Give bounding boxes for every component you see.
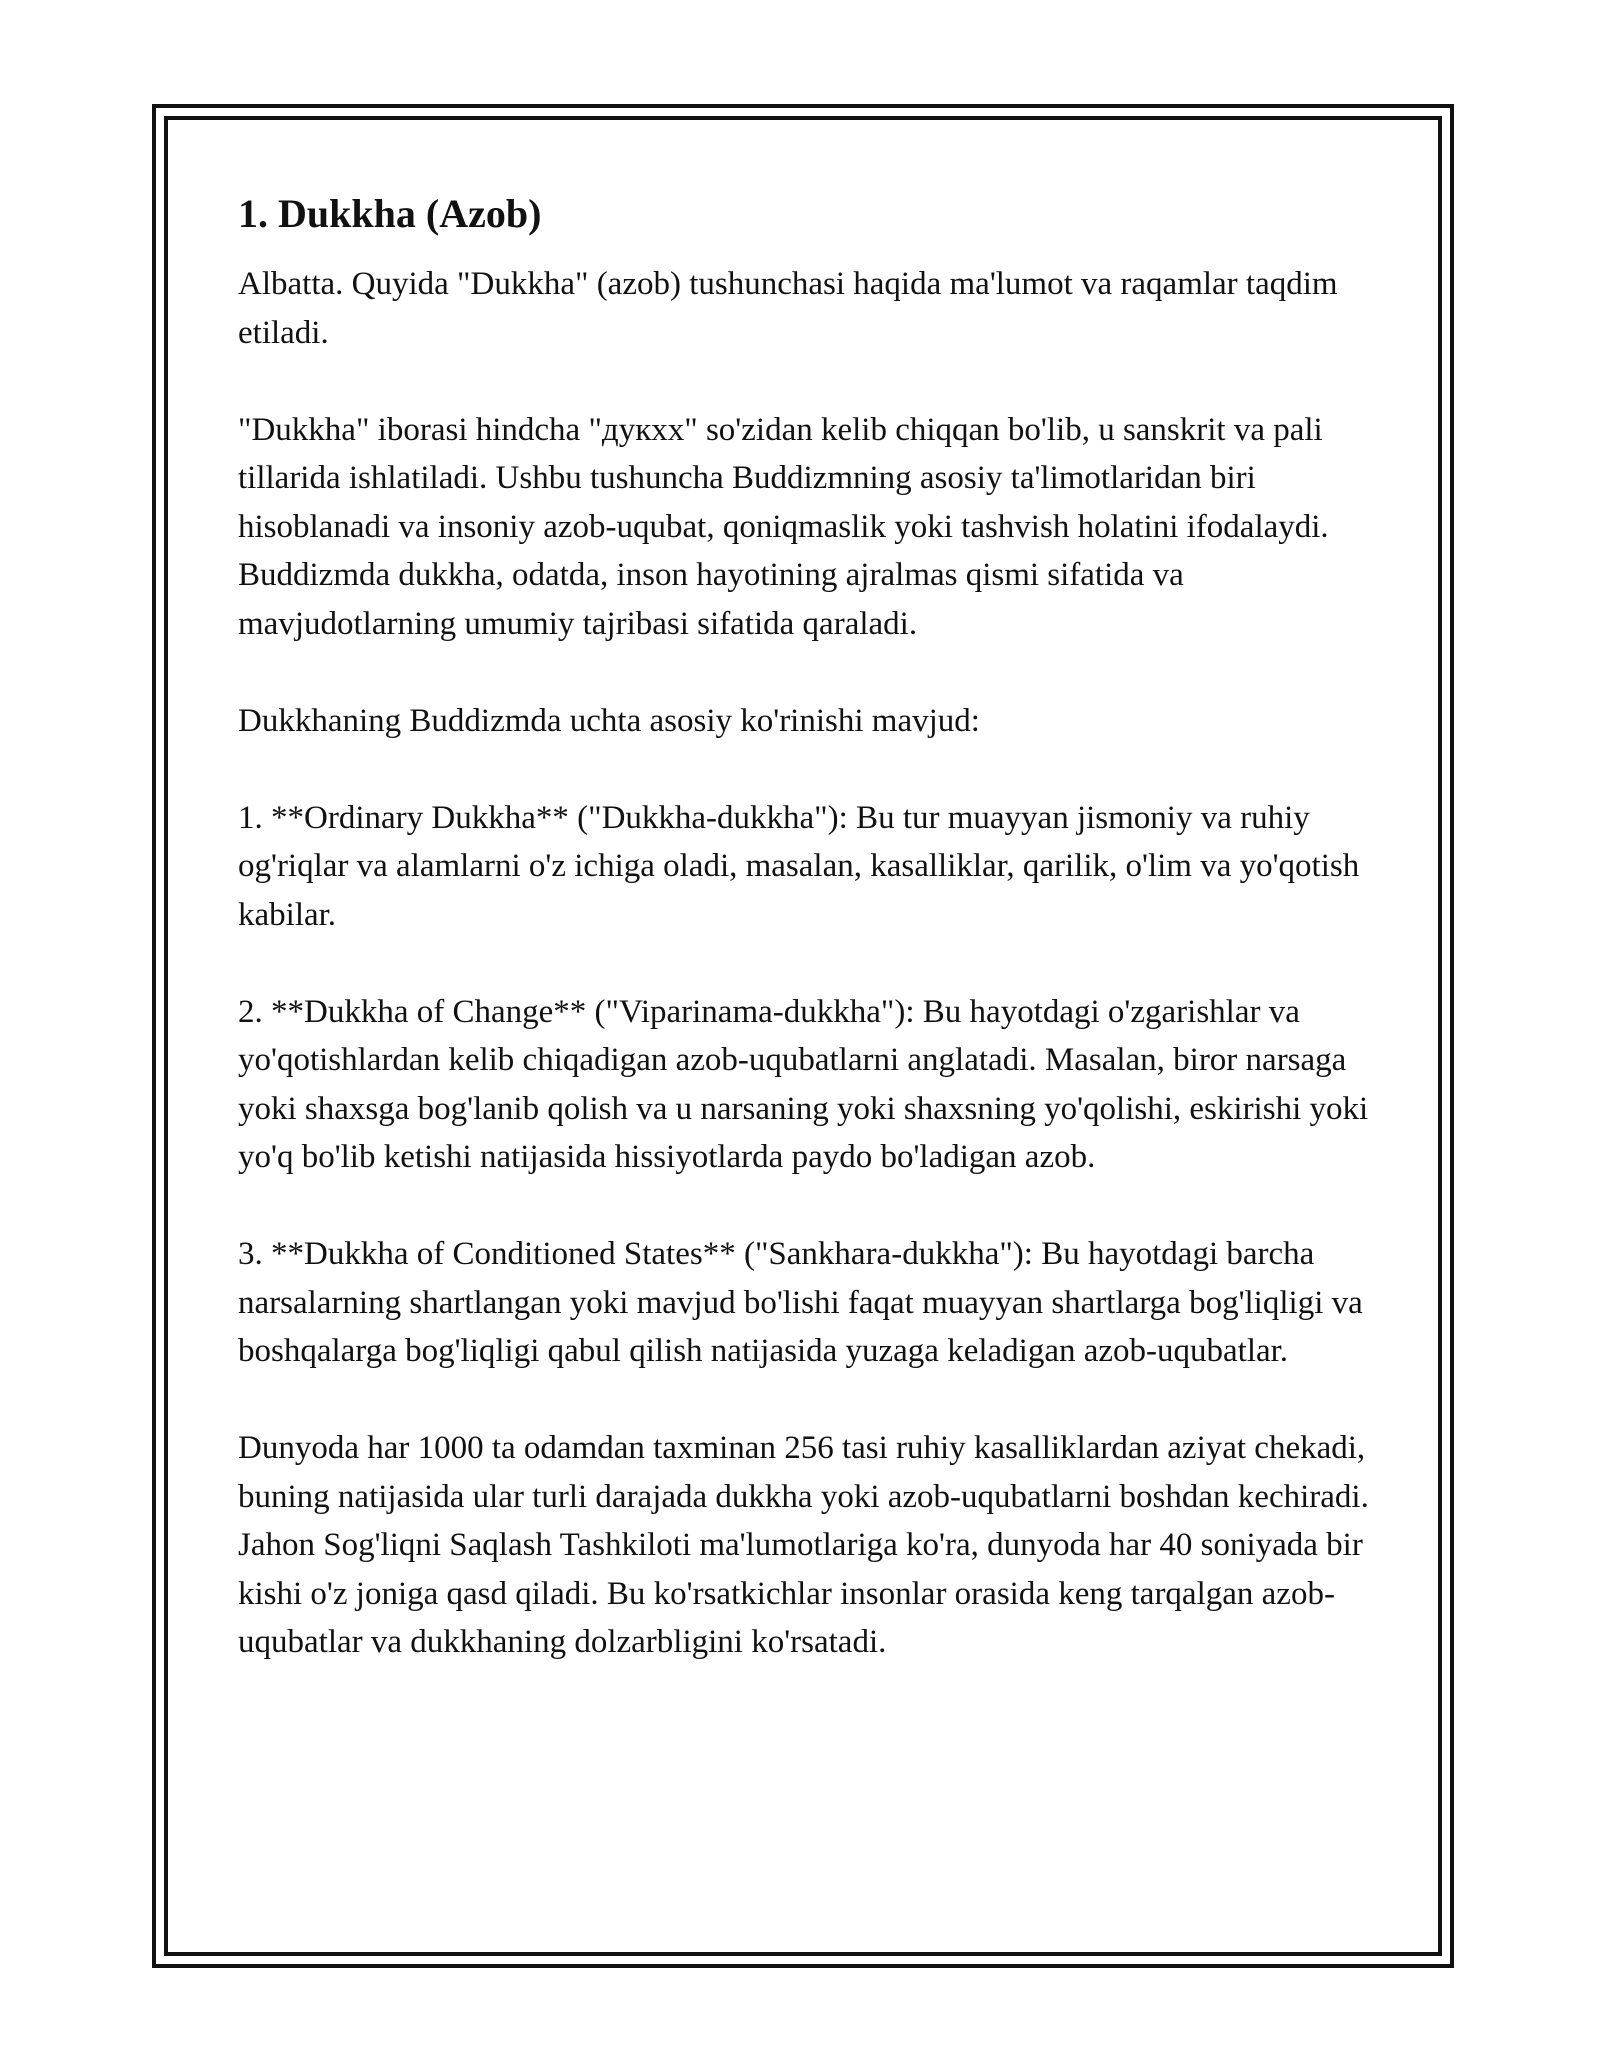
- definition-paragraph: "Dukkha" iborasi hindcha "дукхх" so'zidan kelib chiqqan bo'lib, u sanskrit va pali tillarida ishlatiladi. Ushbu tushuncha Buddizmning asosiy ta'limotlaridan biri hisoblanadi va insoniy azob-uqubat, qoniqmaslik yoki tashvish holatini ifodalaydi. Buddizmda dukkha, odatda, inson hayotining ajralmas qismi sifatida va mavjudotlarning umumiy tajribasi sifatida qaraladi.: [238, 411, 1329, 642]
- list-item-dukkha-of-change: 2. **Dukkha of Change** ("Viparinama-dukkha"): Bu hayotdagi o'zgarishlar va yo'qotishlardan kelib chiqadigan azob-uqubatlarni anglatadi. Masalan, biror narsaga yoki shaxsga bog'lanib qolish va u narsaning yoki shaxsning yo'qolishi, eskirishi yoki yo'q bo'lib ketishi natijasida hissiyotlarda paydo bo'ladigan azob.: [238, 993, 1369, 1175]
- section-heading: 1. Dukkha (Azob): [238, 191, 542, 236]
- document-body: [238, 188, 1378, 1715]
- list-item-dukkha-of-conditioned-states: 3. **Dukkha of Conditioned States** ("Sankhara-dukkha"): Bu hayotdagi barcha narsalarning shartlangan yoki mavjud bo'lishi faqat muayyan shartlarga bog'liqligi va boshqalarga bog'liqligi qabul qilish natijasida yuzaga keladigan azob-uqubatlar.: [238, 1236, 1363, 1369]
- intro-paragraph: Albatta. Quyida "Dukkha" (azob) tushunchasi haqida ma'lumot va raqamlar taqdim etiladi.: [238, 266, 1338, 351]
- statistics-paragraph: Dunyoda har 1000 ta odamdan taxminan 256 tasi ruhiy kasalliklardan aziyat chekadi, buning natijasida ular turli darajada dukkha yoki azob-uqubatlarni boshdan kechiradi. Jahon Sog'liqni Saqlash Tashkiloti ma'lumotlariga ko'ra, dunyoda har 40 soniyada bir kishi o'z joniga qasd qiladi. Bu ko'rsatkichlar insonlar orasida keng tarqalgan azob-uqubatlar va dukkhaning dolzarbligini ko'rsatadi.: [238, 1430, 1369, 1660]
- types-intro-paragraph: Dukkhaning Buddizmda uchta asosiy ko'rinishi mavjud:: [238, 702, 980, 739]
- list-item-ordinary-dukkha: 1. **Ordinary Dukkha** ("Dukkha-dukkha"): Bu tur muayyan jismoniy va ruhiy og'riqlar va alamlarni o'z ichiga oladi, masalan, kasalliklar, qarilik, o'lim va yo'qotish kabilar.: [238, 799, 1360, 933]
